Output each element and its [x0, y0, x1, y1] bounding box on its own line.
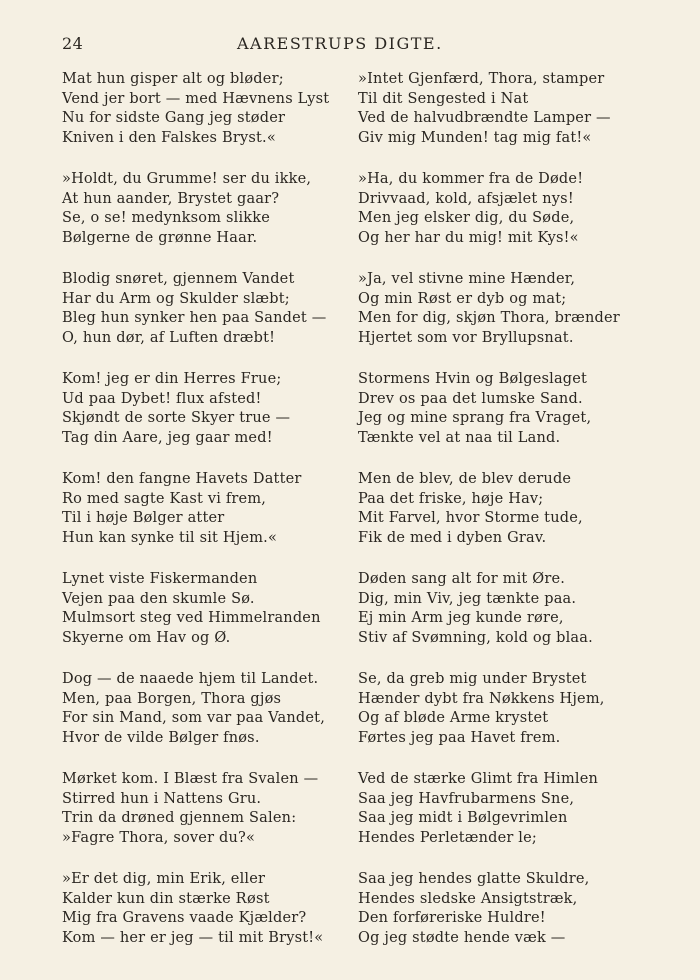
verse-line: »Er det dig, min Erik, eller [62, 871, 266, 887]
verse-line: Trin da drøned gjennem Salen: [62, 810, 297, 826]
poem-column-right [358, 70, 658, 970]
verse-line: Vend jer bort — med Hævnens Lyst [62, 90, 330, 107]
verse-line: Bleg hun synker hen paa Sandet — [62, 310, 327, 326]
verse-line: Døden sang alt for mit Øre. [358, 571, 566, 587]
verse-line: Hænder dybt fra Nøkkens Hjem, [358, 690, 605, 707]
verse-line: Hendes Perletænder le; [358, 829, 538, 846]
stanza [358, 870, 658, 948]
verse-line: Saa jeg midt i Bølgevrimlen [358, 810, 568, 826]
verse-line: Lynet viste Fiskermanden [62, 571, 258, 587]
verse-line: Hendes sledske Ansigtstræk, [358, 890, 578, 907]
verse-line: Saa jeg hendes glatte Skuldre, [358, 871, 590, 887]
stanza [358, 170, 658, 248]
page-number: 24 [62, 34, 84, 53]
verse-line: Mig fra Gravens vaade Kjælder? [62, 910, 307, 926]
verse-line: »Ha, du kommer fra de Døde! [358, 171, 584, 187]
verse-line: Og jeg stødte hende væk — [358, 929, 566, 946]
verse-line: Mat hun gisper alt og bløder; [62, 71, 284, 87]
verse-line: Mulmsort steg ved Himmelranden [62, 610, 321, 626]
verse-line: Ved de halvudbrændte Lamper — [358, 110, 611, 126]
verse-line: Tag din Aare, jeg gaar med! [62, 429, 273, 446]
verse-line: Hjertet som vor Bryllupsnat. [358, 329, 574, 346]
verse-line: Bølgerne de grønne Haar. [62, 229, 258, 246]
verse-line: Stiv af Svømning, kold og blaa. [358, 629, 593, 646]
verse-line: »Fagre Thora, sover du?« [62, 829, 256, 846]
verse-line: Den forføreriske Huldre! [358, 910, 546, 926]
verse-line: Ro med sagte Kast vi frem, [62, 490, 267, 507]
verse-line: Tænkte vel at naa til Land. [358, 429, 561, 446]
stanza [358, 770, 658, 848]
verse-line: Til dit Sengested i Nat [358, 90, 529, 107]
stanza [62, 570, 362, 648]
verse-line: »Holdt, du Grumme! ser du ikke, [62, 171, 312, 187]
verse-line: Kom — her er jeg — til mit Bryst!« [62, 929, 324, 946]
verse-line: Men, paa Borgen, Thora gjøs [62, 690, 282, 707]
stanza [358, 570, 658, 648]
stanza [358, 470, 658, 548]
verse-line: For sin Mand, som var paa Vandet, [62, 710, 326, 726]
verse-line: Hvor de vilde Bølger fnøs. [62, 729, 260, 746]
verse-line: Men de blev, de blev derude [358, 471, 572, 487]
verse-line: Skjøndt de sorte Skyer true — [62, 410, 291, 426]
verse-line: Skyerne om Hav og Ø. [62, 629, 231, 646]
verse-line: Kom! jeg er din Herres Frue; [62, 371, 282, 387]
stanza [62, 470, 362, 548]
verse-line: Til i høje Bølger atter [62, 510, 225, 526]
verse-line: Se, o se! medynksom slikke [62, 210, 271, 226]
verse-line: Vejen paa den skumle Sø. [62, 590, 255, 607]
verse-line: Ej min Arm jeg kunde røre, [358, 610, 564, 626]
verse-line: Drivvaad, kold, afsjælet nys! [358, 190, 574, 207]
verse-line: Giv mig Munden! tag mig fat!« [358, 129, 592, 146]
verse-line: Og min Røst er dyb og mat; [358, 290, 567, 307]
verse-line: Dog — de naaede hjem til Landet. [62, 671, 319, 687]
verse-line: Stormens Hvin og Bølgeslaget [358, 371, 588, 387]
verse-line: Kniven i den Falskes Bryst.« [62, 129, 276, 146]
stanza [62, 770, 362, 848]
verse-line: Og her har du mig! mit Kys!« [358, 229, 579, 246]
verse-line: Og af bløde Arme krystet [358, 710, 549, 726]
stanza [62, 370, 362, 448]
verse-line: Fik de med i dyben Grav. [358, 529, 547, 546]
verse-line: Men jeg elsker dig, du Søde, [358, 210, 575, 226]
running-title: AARESTRUPS DIGTE. [237, 34, 443, 53]
verse-line: Jeg og mine sprang fra Vraget, [358, 410, 592, 426]
verse-line: Blodig snøret, gjennem Vandet [62, 271, 295, 287]
stanza [358, 70, 658, 148]
verse-line: Kom! den fangne Havets Datter [62, 471, 302, 487]
verse-line: Kalder kun din stærke Røst [62, 890, 270, 907]
stanza [62, 70, 362, 148]
stanza [358, 370, 658, 448]
verse-line: Mit Farvel, hvor Storme tude, [358, 510, 583, 526]
verse-line: Ud paa Dybet! flux afsted! [62, 390, 262, 407]
verse-line: At hun aander, Brystet gaar? [62, 190, 280, 207]
verse-line: »Intet Gjenfærd, Thora, stamper [358, 71, 605, 87]
stanza [62, 870, 362, 948]
stanza [62, 170, 362, 248]
verse-line: Dig, min Viv, jeg tænkte paa. [358, 590, 577, 607]
verse-line: Ved de stærke Glimt fra Himlen [358, 771, 599, 787]
stanza [358, 270, 658, 348]
verse-line: Se, da greb mig under Brystet [358, 671, 587, 687]
verse-line: Nu for sidste Gang jeg støder [62, 110, 286, 126]
poem-column-left [62, 70, 362, 970]
verse-line: Førtes jeg paa Havet frem. [358, 729, 561, 746]
verse-line: Drev os paa det lumske Sand. [358, 390, 583, 407]
page-header [62, 34, 642, 58]
verse-line: Men for dig, skjøn Thora, brænder [358, 310, 620, 326]
verse-line: O, hun dør, af Luften dræbt! [62, 329, 276, 346]
verse-line: Har du Arm og Skulder slæbt; [62, 290, 290, 307]
stanza [358, 670, 658, 748]
verse-line: Saa jeg Havfrubarmens Sne, [358, 790, 575, 807]
verse-line: Mørket kom. I Blæst fra Svalen — [62, 771, 319, 787]
verse-line: Stirred hun i Nattens Gru. [62, 790, 262, 807]
verse-line: »Ja, vel stivne mine Hænder, [358, 271, 576, 287]
verse-line: Hun kan synke til sit Hjem.« [62, 529, 278, 546]
stanza [62, 270, 362, 348]
verse-line: Paa det friske, høje Hav; [358, 490, 544, 507]
stanza [62, 670, 362, 748]
